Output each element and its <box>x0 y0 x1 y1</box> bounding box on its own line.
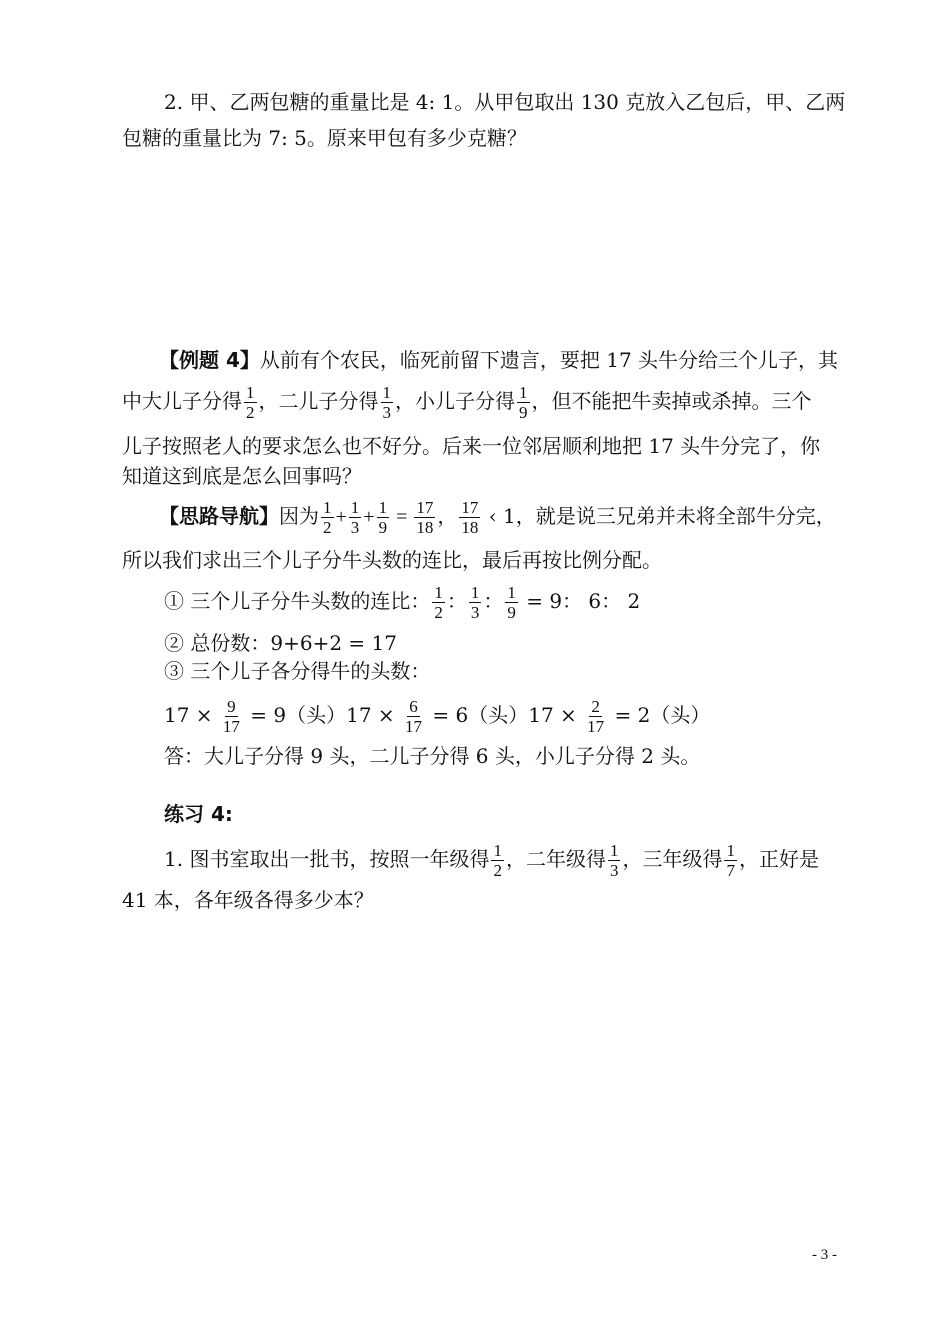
fraction-numerator: 17 <box>416 498 434 517</box>
fraction <box>491 841 504 880</box>
fraction <box>381 383 394 422</box>
example4-line2-a: 中大儿子分得 <box>122 389 242 413</box>
equals-sign: = <box>391 506 413 528</box>
fraction-denominator: 3 <box>382 403 391 422</box>
calc-b: = 9（头）17 × <box>243 703 402 727</box>
fraction-numerator: 9 <box>227 697 236 716</box>
example4-line2-c: ，小儿子分得 <box>395 389 515 413</box>
fraction <box>585 697 606 736</box>
fraction-numerator: 1 <box>382 383 391 402</box>
page-number: - 3 - <box>812 1247 837 1263</box>
step2: ② 总份数：9+6+2 = 17 <box>164 631 397 655</box>
fraction <box>459 498 480 537</box>
practice4-p1-b: ，二年级得 <box>505 847 606 871</box>
plus-sign: + <box>335 506 347 528</box>
fraction <box>432 583 445 622</box>
fraction <box>608 841 621 880</box>
practice4-p1 <box>164 841 819 880</box>
fraction-numerator: 1 <box>609 841 619 860</box>
fraction-denominator: 9 <box>519 403 528 422</box>
step1 <box>164 583 640 622</box>
example4-text1: 从前有个农民，临死前留下遗言，要把 17 头牛分给三个儿子，其 <box>259 348 839 372</box>
fraction-denominator: 17 <box>587 717 605 736</box>
fraction-denominator: 18 <box>461 518 479 537</box>
fraction <box>244 383 257 422</box>
step3: ③ 三个儿子各分得牛的头数： <box>164 659 431 683</box>
example4-line4: 知道这到底是怎么回事吗？ <box>122 464 362 488</box>
problem2-line1: 2. 甲、乙两包糖的重量比是 4: 1。从甲包取出 130 克放入乙包后，甲、乙两 <box>164 90 846 114</box>
guide-label: 【思路导航】 <box>159 504 279 528</box>
problem2-line2: 包糖的重量比为 7: 5。原来甲包有多少克糖？ <box>122 126 527 150</box>
fraction <box>414 498 435 537</box>
fraction-denominator: 17 <box>405 717 423 736</box>
fraction-denominator: 3 <box>350 518 360 537</box>
fraction-numerator: 2 <box>591 697 600 716</box>
plus-sign: + <box>363 506 375 528</box>
example4-label: 【例题 4】 <box>159 348 260 372</box>
fraction-numerator: 1 <box>493 841 502 860</box>
fraction-numerator: 17 <box>461 498 479 517</box>
fraction-denominator: 17 <box>222 717 240 736</box>
fraction-denominator: 2 <box>246 403 255 422</box>
calc-a: 17 × <box>164 703 219 727</box>
fraction-denominator: 2 <box>493 861 502 880</box>
fraction-denominator: 3 <box>470 603 480 622</box>
fraction <box>349 498 362 537</box>
fraction <box>403 697 424 736</box>
fraction-numerator: 1 <box>323 498 332 517</box>
fraction-numerator: 1 <box>378 498 388 517</box>
answer: 答：大儿子分得 9 头，二儿子分得 6 头，小儿子分得 2 头。 <box>164 744 701 768</box>
step1-prefix: ① 三个儿子分牛头数的连比： <box>164 589 431 613</box>
fraction <box>321 498 334 537</box>
calc-c: = 6（头）17 × <box>426 703 584 727</box>
guide-suffix: ‹ 1，就是说三兄弟并未将全部牛分完， <box>482 504 836 528</box>
fraction-numerator: 1 <box>350 498 360 517</box>
practice4-p1-a: 1. 图书室取出一批书，按照一年级得 <box>164 847 490 871</box>
practice4-title: 练习 4: <box>164 802 233 826</box>
ratio-colon: ： <box>483 589 504 613</box>
example4-line2 <box>122 383 812 422</box>
fraction <box>469 583 482 622</box>
fraction <box>221 697 242 736</box>
fraction-numerator: 6 <box>409 697 418 716</box>
guide-prefix: 因为 <box>279 504 319 528</box>
fraction-numerator: 1 <box>434 583 443 602</box>
example4-line3: 儿子按照老人的要求怎么也不好分。后来一位邻居顺利地把 17 头牛分完了，你 <box>122 434 821 458</box>
ratio-colon: ： <box>446 589 467 613</box>
fraction-numerator: 1 <box>519 383 528 402</box>
guide-line2: 所以我们求出三个儿子分牛头数的连比，最后再按比例分配。 <box>122 548 662 572</box>
example4-line2-d: ，但不能把牛卖掉或杀掉。三个 <box>531 389 812 413</box>
comma: ， <box>437 504 458 528</box>
fraction-denominator: 2 <box>323 518 332 537</box>
fraction-denominator: 7 <box>726 861 735 880</box>
calc-d: = 2（头） <box>608 703 711 727</box>
fraction-numerator: 1 <box>507 583 516 602</box>
example4-line1 <box>159 346 838 374</box>
example4-line2-b: ，二儿子分得 <box>258 389 379 413</box>
step1-suffix: = 9： 6： 2 <box>519 589 641 613</box>
fraction <box>377 498 390 537</box>
fraction <box>724 841 737 880</box>
fraction-denominator: 2 <box>434 603 443 622</box>
fraction-denominator: 3 <box>609 861 619 880</box>
practice4-p1-c: ，三年级得 <box>622 847 723 871</box>
fraction-denominator: 9 <box>378 518 388 537</box>
fraction <box>505 583 518 622</box>
fraction-denominator: 9 <box>507 603 516 622</box>
step3-calc <box>164 697 710 736</box>
fraction <box>517 383 530 422</box>
practice4-p1-d: ，正好是 <box>738 847 819 871</box>
fraction-numerator: 1 <box>726 841 735 860</box>
guide-line1 <box>159 498 836 537</box>
practice4-p1-line2: 41 本，各年级各得多少本？ <box>122 888 374 912</box>
fraction-numerator: 1 <box>246 383 255 402</box>
fraction-denominator: 18 <box>416 518 434 537</box>
fraction-numerator: 1 <box>470 583 480 602</box>
